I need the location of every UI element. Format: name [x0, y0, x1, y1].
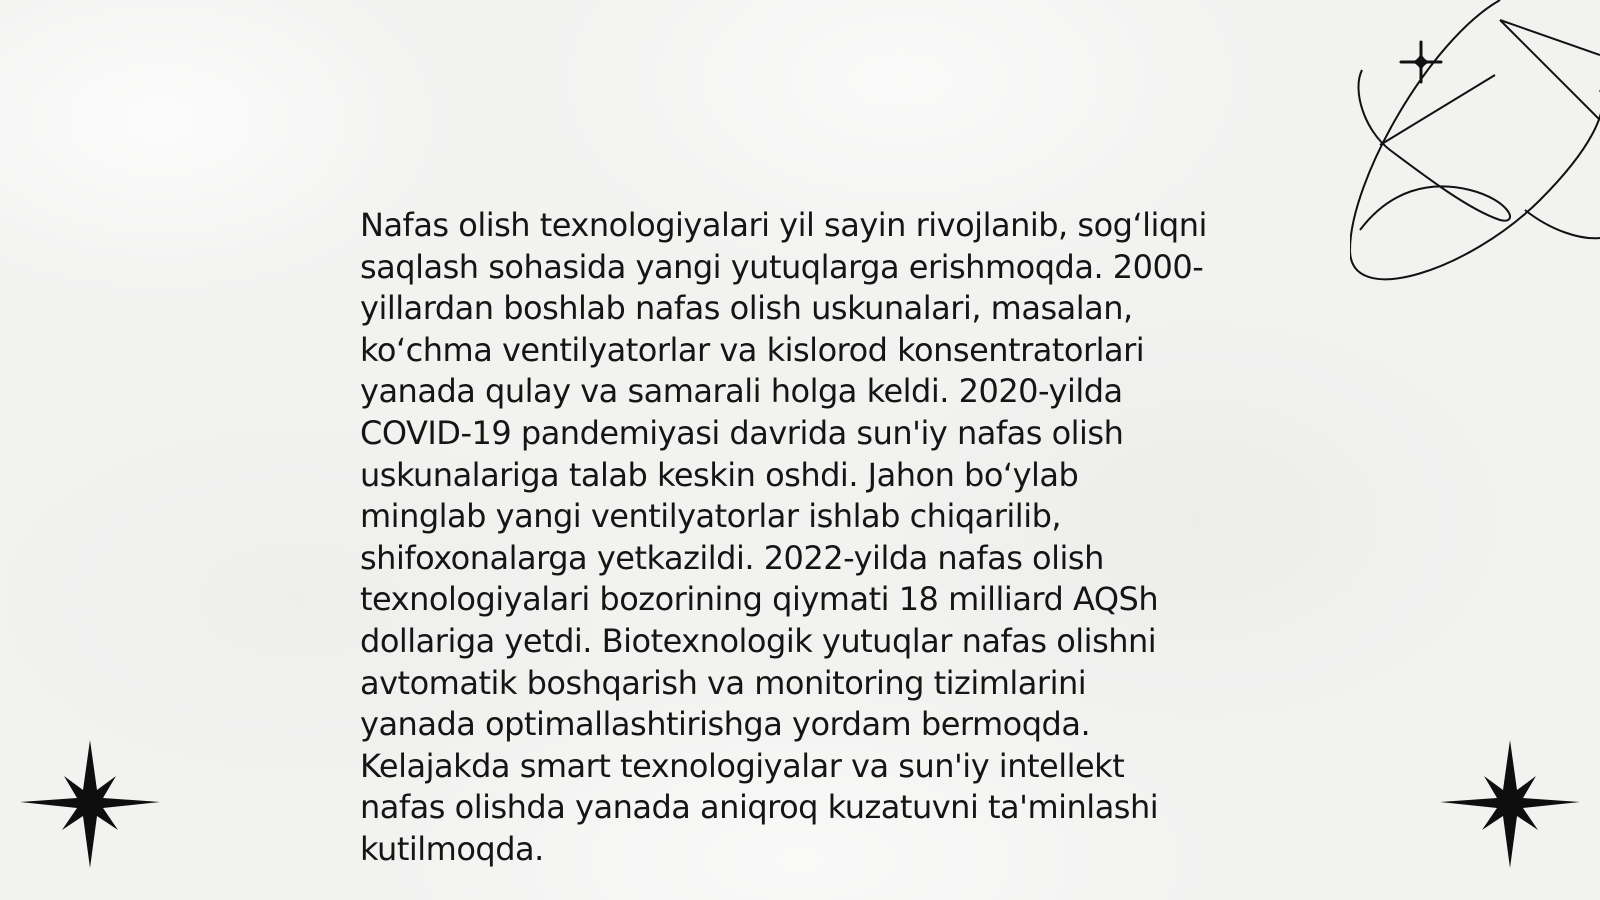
- body-paragraph: Nafas olish texnologiyalari yil sayin rivojlanib, sog‘liqni saqlash sohasida yangi yutuqlarga erishmoqda. 2000- yillardan boshlab nafas olish uskunalari, masalan, ko‘chma ventilyatorlar va kislorod konsentratorlari yanada qulay va samarali holga keldi. 2020-yilda COVID-19 pandemiyasi davrida sun'iy nafas olish uskunalariga talab keskin oshdi. Jahon bo‘ylab minglab yangi ventilyatorlar ishlab chiqarilib, shifoxonalarga yetkazildi. 2022-yilda nafas olish texnologiyalari bozorining qiymati 18 milliard AQSh dollariga yetdi. Biotexnologik yutuqlar nafas olishni avtomatik boshqarish va monitoring tizimlarini yanada optimallashtirishga yordam bermoqda. Kelajakda smart texnologiyalar va sun'iy intellekt nafas olishda yanada aniqroq kuzatuvni ta'minlashi kutilmoqda.: [360, 206, 1207, 868]
- orbit-sparkle-icon: [1350, 0, 1600, 290]
- four-point-star-icon: [20, 740, 160, 880]
- four-point-star-icon: [1440, 740, 1580, 880]
